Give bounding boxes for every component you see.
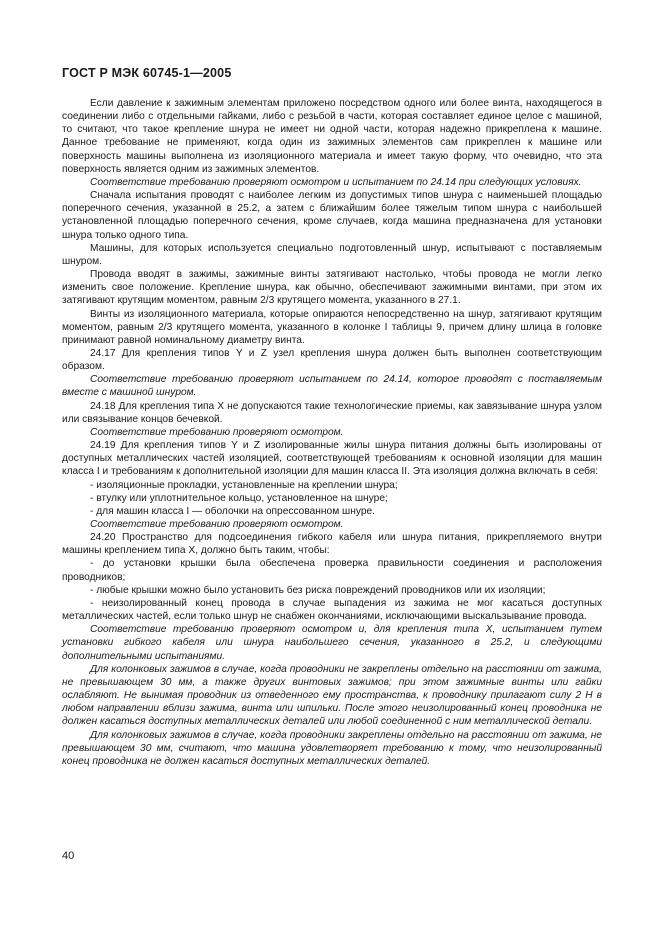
paragraph: Если давление к зажимным элементам приложено посредством одного или более винта, находящегося в соединении либо с отдельными гайками, либо с резьбой в части, которая составляет единое целое с машиной, то считают, что такое крепление шнура не имеет ни одной части, которая надежно прикреплена к машине. Данное требование не применяют, когда один из зажимных элементов сам прикреплен к машине или поверхность машины выполнена из изоляционного материала и имеет такую форму, что очевидно, что эта поверхность является одним из зажимных элементов. xyxy=(62,98,602,175)
clause-24-20: 24.20 Пространство для подсоединения гибкого кабеля или шнура питания, прикрепляемого внутри машины креплением типа X, должно быть таким, чтобы: xyxy=(62,532,602,557)
compliance-note: Соответствие требованию проверяют осмотром. xyxy=(90,519,344,530)
compliance-note: Соответствие требованию проверяют осмотром и, для крепления типа X, испытанием путем установки гибкого кабеля или шнура наибольшего сечения, указанного в 25.2, и следующими дополнительными испытаниями. xyxy=(62,624,602,662)
list-item: - изоляционные прокладки, установленные на креплении шнура; xyxy=(90,479,398,491)
document-header: ГОСТ Р МЭК 60745-1—2005 xyxy=(62,66,232,80)
page-number: 40 xyxy=(62,850,75,862)
test-procedure: Для колонковых зажимов в случае, когда проводники не закреплены отдельно на расстоянии от зажима, не превышающем 30 мм, а также других винтовых зажимов; при этом зажимные винты или гайки ослабляют. Не вынимая проводник из отведенного ему пространства, к проводнику прилагают силу 2 Н в любом направлении вблизи зажима, винта или шпильки. После этого неизолированный конец проводника не должен касаться доступных металлических деталей или любой соединенной с ним металлической детали. xyxy=(62,663,602,728)
paragraph: Винты из изоляционного материала, которые опираются непосредственно на шнур, затягивают крутящим моментом, равным 2/3 крутящего момента, указанного в колонке I таблицы 9, причем длину шлица в головке принимают равной номинальному диаметру винта. xyxy=(62,308,602,346)
list-item: - втулку или уплотнительное кольцо, установленное на шнуре; xyxy=(90,492,388,504)
paragraph: Провода вводят в зажимы, зажимные винты затягивают настолько, чтобы провода не могли легко изменить свое положение. Крепление шнура, как обычно, обеспечивают зажимными винтами, при этом их затягивают крутящим моментом, равным 2/3 крутящего момента, указанного в 27.1. xyxy=(62,269,602,307)
list-item: - любые крышки можно было установить без риска повреждений проводников или их изоляции; xyxy=(90,584,546,596)
list-item: - неизолированный конец провода в случае выпадения из зажима не мог касаться доступных металлических частей, если только шнур не снабжен окончаниями, исключающими выскальзывание провода. xyxy=(62,597,602,623)
list-item: - до установки крышки была обеспечена проверка правильности соединения и расположения проводников; xyxy=(62,558,602,583)
compliance-note: Соответствие требованию проверяют испытанием по 24.14, которое проводят с поставляемым вместе с машиной шнуром. xyxy=(62,374,602,399)
test-procedure: Для колонковых зажимов в случае, когда проводники закреплены отдельно на расстоянии от зажима, не превышающем 30 мм, считают, что машина удовлетворяет требованию к тому, что неизолированный конец проводника не должен касаться доступных металлических деталей. xyxy=(62,729,602,767)
compliance-note: Соответствие требованию проверяют осмотром. xyxy=(90,426,344,438)
paragraph: Сначала испытания проводят с наиболее легким из допустимых типов шнура с наименьшей площадью поперечного сечения, указанной в 25.2, а затем с ближайшим более тяжелым типом шнура с наибольшей установленной площадью поперечного сечения, кроме случаев, когда машина предназначена для установки шнура только одного типа. xyxy=(62,190,602,241)
clause-24-18: 24.18 Для крепления типа X не допускаются такие технологические приемы, как завязывание шнура узлом или связывание концов бечевкой. xyxy=(62,400,602,425)
compliance-note: Соответствие требованию проверяют осмотром и испытанием по 24.14 при следующих условиях. xyxy=(90,176,582,188)
clause-24-17: 24.17 Для крепления типов Y и Z узел крепления шнура должен быть выполнен соответствующим образом. xyxy=(62,347,602,373)
clause-24-19: 24.19 Для крепления типов Y и Z изолированные жилы шнура питания должны быть изолированы от доступных металлических частей изоляцией, соответствующей требованиям к основной изоляции для машин класса I и требованиям к дополнительной изоляции для машин класса II. Эта изоляция должна включать в себя: xyxy=(62,440,602,478)
list-item: - для машин класса I — оболочки на опрессованном шнуре. xyxy=(90,505,375,517)
document-body xyxy=(62,97,602,768)
paragraph: Машины, для которых используется специально подготовленный шнур, испытывают с поставляемым шнуром. xyxy=(62,242,602,267)
